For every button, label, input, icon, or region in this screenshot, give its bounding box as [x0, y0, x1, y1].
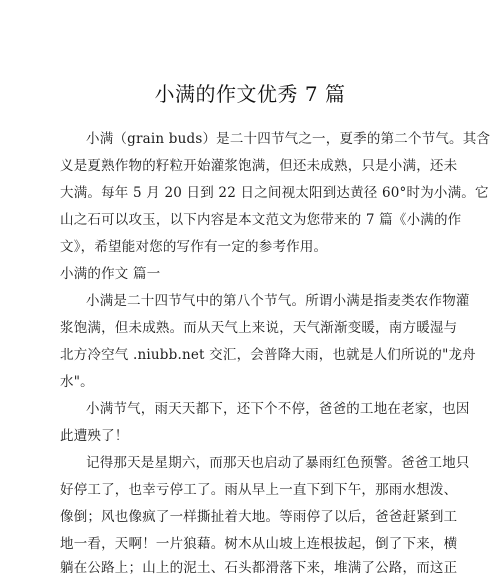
paragraph-line: 小满节气，雨天天都下，还下个不停，爸爸的工地在老家，也因 — [86, 401, 470, 417]
paragraph-line: 小满是二十四节气中的第八个节气。所谓小满是指麦类农作物灌 — [86, 293, 470, 309]
paragraph-line: 北方冷空气 .niubb.net 交汇，会普降大雨，也就是人们所说的"龙舟 — [60, 347, 476, 363]
paragraph-line: 山之石可以攻玉，以下内容是本文范文为您带来的 7 篇《小满的作 — [60, 212, 462, 228]
paragraph-line: 记得那天是星期六，而那天也启动了暴雨红色预警。爸爸工地只 — [86, 455, 470, 471]
section-heading: 小满的作文 篇一 — [60, 266, 161, 282]
paragraph-line: 好停工了，也幸亏停工了。雨从早上一直下到下午，那雨水想泼、 — [60, 482, 458, 498]
document-title: 小满的作文优秀 7 篇 — [154, 82, 346, 106]
paragraph-line: 像倒；风也像疯了一样撕扯着大地。等雨停了以后，爸爸赶紧到工 — [60, 509, 458, 525]
paragraph-line: 躺在公路上；山上的泥土、石头都滑落下来，堆满了公路，而这正 — [60, 560, 458, 576]
paragraph-line: 水"。 — [60, 374, 94, 390]
paragraph-line: 义是夏熟作物的籽粒开始灌浆饱满，但还未成熟，只是小满，还未 — [60, 158, 458, 174]
paragraph-line: 小满（grain buds）是二十四节气之一，夏季的第二个节气。其含 — [86, 131, 491, 147]
paragraph-line: 此遭殃了！ — [60, 428, 129, 444]
paragraph-line: 文》，希望能对您的写作有一定的参考作用。 — [60, 239, 328, 255]
paragraph-line: 地一看，天啊！一片狼藉。树木从山坡上连根拔起，倒了下来，横 — [60, 536, 458, 552]
paragraph-line: 大满。每年 5 月 20 日到 22 日之间视太阳到达黄径 60°时为小满。它 — [60, 185, 489, 201]
paragraph-line: 浆饱满，但未成熟。而从天气上来说，天气渐渐变暖，南方暖湿与 — [60, 320, 458, 336]
